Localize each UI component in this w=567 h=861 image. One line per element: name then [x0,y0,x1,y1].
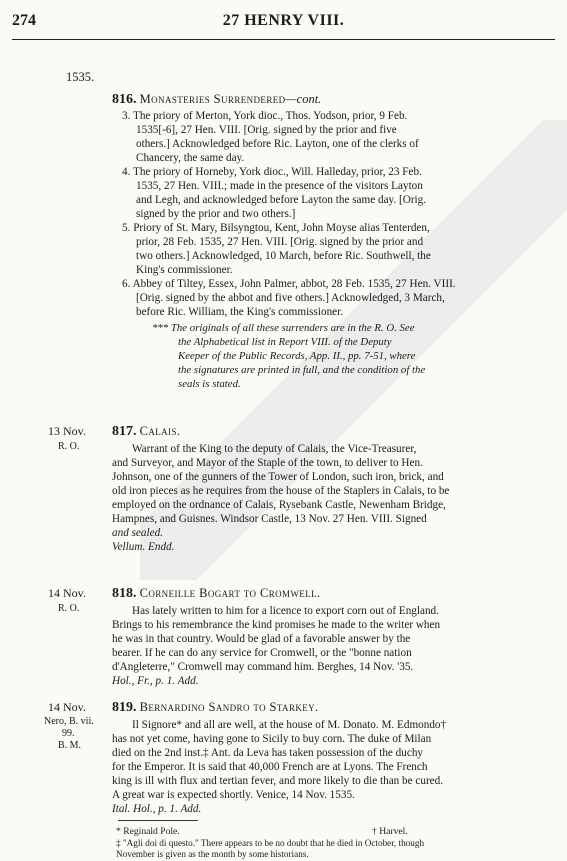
entry-817-date: 13 Nov. [48,424,86,438]
entry-816-line: and Legh, and acknowledged before Layton the same day. [Orig. [136,194,427,206]
entry-816-line: King's commissioner. [136,264,233,276]
entry-819-line: Il Signore* and all are well, at the house of M. Donato. M. Edmondo† [132,719,447,731]
entry-817-line: and Surveyor, and Mayor of the Staple of the town, to deliver to Hen. [112,457,423,469]
footnote: November is given as the month by some historians. [116,849,309,859]
entry-817-heading [112,424,180,440]
entry-819-source: 99. [62,728,75,739]
entry-816-line: Chancery, the same day. [136,152,245,164]
entry-817-source: R. O. [58,441,80,452]
entry-816-note-line: the Alphabetical list in Report VIII. of the Deputy [178,336,392,348]
entry-819-line: A great war is expected shortly. Venice, 14 Nov. 1535. [112,789,355,801]
entry-816-title-suffix: —cont. [285,92,322,106]
entry-818-line: Has lately written to him for a licence to export corn out of England. [132,605,439,617]
entry-816-line: 1535[-6], 27 Hen. VIII. [Orig. signed by the prior and five [136,124,397,136]
entry-817-number: 817. [112,424,137,439]
entry-818-source: R. O. [58,603,80,614]
entry-816-line: two others.] Acknowledged, 10 March, before Ric. Southwell, the [136,250,431,262]
footnote: † Harvel. [372,826,408,837]
entry-819-date: 14 Nov. [48,700,86,714]
entry-817-line: Johnson, one of the gunners of the Tower of London, such iron, brick, and [112,471,444,483]
entry-818-line: Brings to his remembrance the kind promises he made to the writer when [112,619,441,631]
entry-816-heading [112,92,321,108]
entry-818-line: bearer. If he can do any service for Cromwell, or the "bonne nation [112,647,412,659]
entry-816-line: prior, 28 Feb. 1535, 27 Hen. VIII. [Orig. signed by the prior and [136,236,424,248]
entry-816-title: Monasteries Surrendered [139,92,286,106]
entry-817-line: and sealed. [112,527,163,539]
entry-819-endorsement: Ital. Hol., p. 1. Add. [112,803,202,815]
entry-817-line: Warrant of the King to the deputy of Calais, the Vice-Treasurer, [132,443,417,455]
entry-817-line: employed on the ordnance of Calais, Rysebank Castle, Newenham Bridge, [112,499,446,511]
footnote-rule [118,820,198,821]
entry-819-line: has not yet come, having gone to Sicily to buy corn. The duke of Milan [112,733,432,745]
entry-819-heading [112,700,319,716]
entry-816-line: before Ric. William, the King's commissioner. [136,306,344,318]
entry-819-title: Bernardino Sandro to Starkey. [139,700,319,714]
entry-818-heading [112,586,321,602]
entry-818-endorsement: Hol., Fr., p. 1. Add. [112,675,199,687]
entry-816-note-line: the signatures are printed in full, and the condition of the [178,364,426,376]
entry-816-line: 4. The priory of Horneby, York dioc., Will. Halleday, prior, 23 Feb. [122,166,422,178]
entry-818-date: 14 Nov. [48,586,86,600]
entry-816-line: signed by the prior and two others.] [136,208,296,220]
header-rule [12,39,555,40]
year-marker: 1535. [66,70,95,84]
entry-816-number: 816. [112,92,137,107]
entry-818-title: Corneille Bogart to Cromwell. [139,586,321,600]
entry-816-note-line: Keeper of the Public Records, App. II., pp. 7-51, where [178,350,416,362]
entry-816-note-line: *** The originals of all these surrenders are in the R. O. See [152,322,415,334]
entry-819-line: died on the 2nd inst.‡ Ant. da Leva has taken possession of the duchy [112,747,424,759]
entry-816-line: [Orig. signed by the abbot and five others.] Acknowledged, 3 March, [136,292,445,304]
entry-818-number: 818. [112,586,137,601]
entry-816-note-line: seals is stated. [178,378,241,390]
footnote: * Reginald Pole. [116,826,180,837]
entry-819-source: Nero, B. vii. [44,716,94,727]
entry-816-line: others.] Acknowledged before Ric. Layton, one of the clerks of [136,138,419,150]
entry-816-line: 5. Priory of St. Mary, Bilsyngtou, Kent, John Moyse alias Tenterden, [122,222,430,234]
entry-819-line: for the Emperor. It is said that 40,000 French are at Lyons. The French [112,761,428,773]
entry-816-line: 1535, 27 Hen. VIII.; made in the presence of the visitors Layton [136,180,423,192]
entry-816-line: 6. Abbey of Tiltey, Essex, John Palmer, abbot, 28 Feb. 1535, 27 Hen. VIII. [122,278,456,290]
footnote: ‡ "Agli doi di questo." There appears to be no doubt that he died in October, though [116,838,425,848]
entry-819-source: B. M. [58,740,82,751]
running-title: 27 HENRY VIII. [222,12,345,29]
entry-817-title: Calais. [139,424,181,438]
entry-817-line: old iron pieces as he requires from the house of the Staplers in Calais, to be [112,485,450,497]
entry-819-line: king is ill with flux and tertian fever, and more likely to die than be cured. [112,775,444,787]
entry-817-endorsement: Vellum. Endd. [112,541,175,553]
entry-818-line: d'Angleterre," Cromwell may command him. Berghes, 14 Nov. '35. [112,661,414,673]
entry-818-line: he was in that country. Would be glad of a favorable answer by the [112,633,411,645]
page-number: 274 [12,12,36,29]
entry-817-line: Hampnes, and Guisnes. Windsor Castle, 13 Nov. 27 Hen. VIII. Signed [112,513,427,525]
entry-819-number: 819. [112,700,137,715]
entry-816-line: 3. The priory of Merton, York dioc., Thos. Yodson, prior, 9 Feb. [122,110,408,122]
